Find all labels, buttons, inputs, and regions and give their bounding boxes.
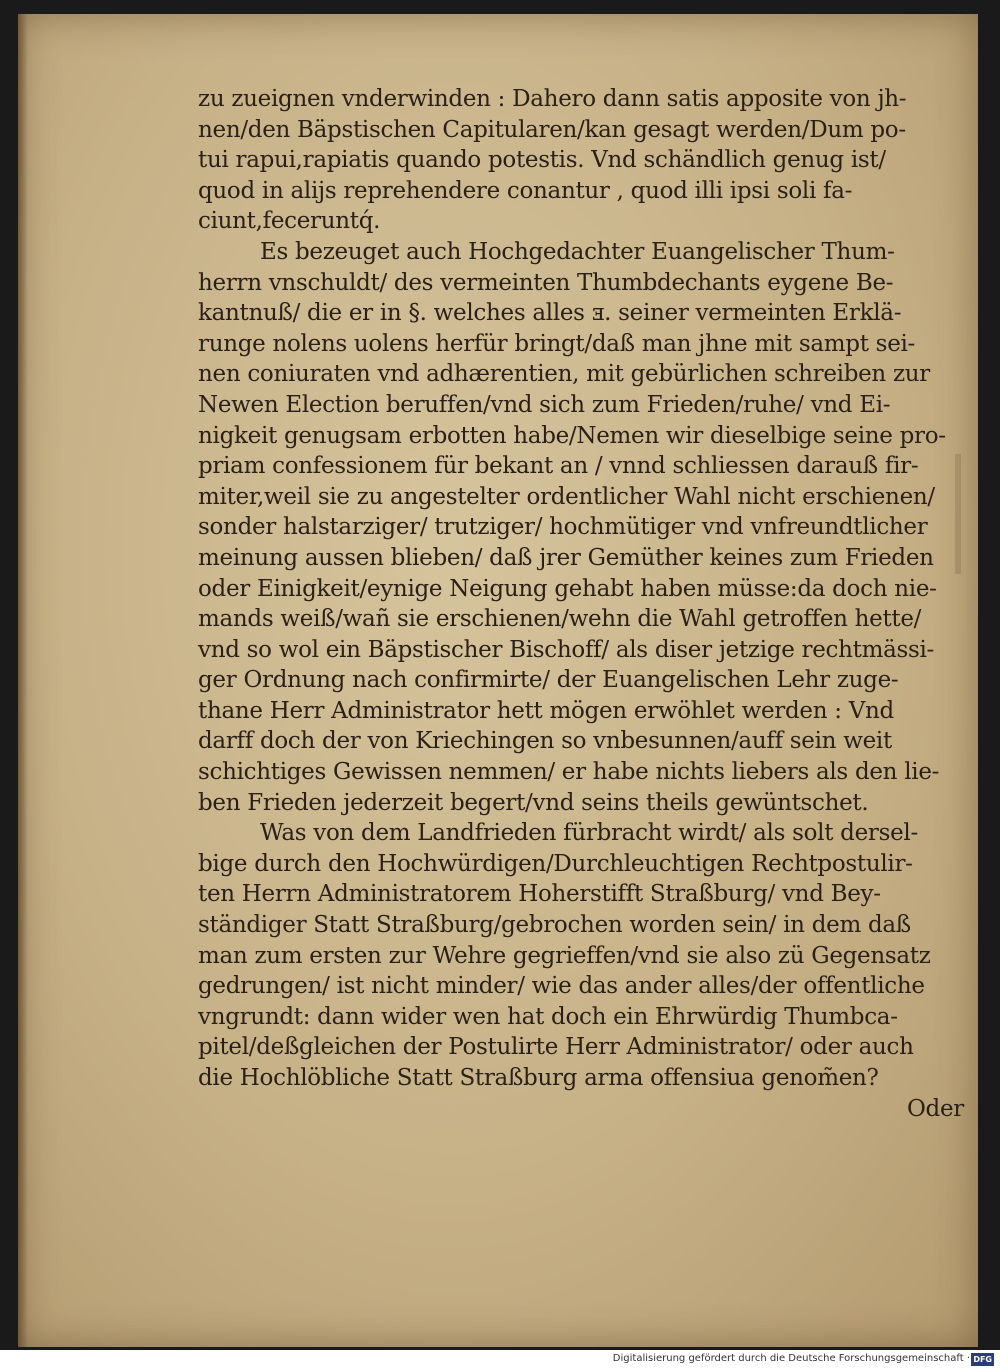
text-line: ständiger Statt Straßburg/gebrochen worden sein/ in dem daß (198, 912, 911, 939)
page-shadow-edge (18, 14, 28, 1347)
text-line: nen coniuraten vnd adhærentien, mit gebürlichen schreiben zur (198, 361, 930, 388)
text-line: tui rapui,rapiatis quando potestis. Vnd schändlich genug ist/ (198, 147, 886, 174)
text-line: quod in alijs reprehendere conantur , quod illi ipsi soli fa‑ (198, 177, 853, 204)
text-line: miter,weil sie zu angestelter ordentlicher Wahl nicht erschienen/ (198, 483, 935, 510)
text-line: nigkeit genugsam erbotten habe/Nemen wir dieselbige seine pro‑ (198, 422, 946, 449)
scanned-page (18, 14, 978, 1347)
text-line: vnd so wol ein Bäpstischer Bischoff/ als diser jetzige rechtmässi‑ (198, 636, 935, 663)
text-line: runge nolens uolens herfür bringt/daß man jhne mit sampt sei‑ (198, 330, 916, 357)
text-line: oder Einigkeit/eynige Neigung gehabt haben müsse:da doch nie‑ (198, 575, 937, 602)
text-line: man zum ersten zur Wehre gegrieffen/vnd sie also zü Gegensatz (198, 942, 931, 969)
digitization-credit: Digitalisierung gefördert durch die Deutsche Forschungsgemeinschaft · (612, 1353, 970, 1364)
text-line: sonder halstarziger/ trutziger/ hochmütiger vnd vnfreundtlicher (198, 514, 928, 541)
text-line: herrn vnschuldt/ des vermeinten Thumbdechants eygene Be‑ (198, 269, 894, 296)
text-line: zu zueignen vnderwinden : Dahero dann satis apposite von jh‑ (198, 86, 907, 112)
paragraph-start-line: Es bezeuget auch Hochgedachter Euangelischer Thum‑ (260, 238, 895, 265)
text-line: thane Herr Administrator hett mögen erwöhlet werden : Vnd (198, 697, 894, 724)
text-line: die Hochlöbliche Statt Straßburg arma offensiua genom̃en? (198, 1065, 879, 1091)
text-line: vngrundt: dann wider wen hat doch ein Ehrwürdig Thumbca‑ (198, 1003, 898, 1030)
text-line: priam confessionem für bekant an / vnnd schliessen darauß fir‑ (198, 453, 919, 480)
paragraph-start-line: Was von dem Landfrieden fürbracht wirdt/ als solt dersel‑ (260, 820, 918, 847)
dfg-logo: DFG (973, 1355, 992, 1364)
text-line: schichtiges Gewissen nemmen/ er habe nichts liebers als den lie‑ (198, 759, 940, 786)
text-line: ger Ordnung nach confirmirte/ der Euangelischen Lehr zuge‑ (198, 667, 899, 694)
text-line: pitel/deßgleichen der Postulirte Herr Administrator/ oder auch (198, 1034, 914, 1061)
text-line: Newen Election beruffen/vnd sich zum Frieden/ruhe/ vnd Ei‑ (198, 391, 891, 418)
text-line: bige durch den Hochwürdigen/Durchleuchtigen Rechtpostulir‑ (198, 850, 913, 877)
text-line: ten Herrn Administratorem Hoherstifft Straßburg/ vnd Bey‑ (198, 881, 881, 908)
text-line: gedrungen/ ist nicht minder/ wie das ander alles/der offentliche (198, 973, 925, 1000)
footer-bar (0, 1350, 1000, 1371)
text-line: mands weiß/wañ sie erschienen/wehn die Wahl getroffen hette/ (198, 606, 922, 633)
text-line: nen/den Bäpstischen Capitularen/kan gesagt werden/Dum po‑ (198, 116, 906, 143)
text-block (198, 84, 968, 1124)
text-line: kantnuß/ die er in §. welches alles ⱻ. seiner vermeinten Erklä‑ (198, 300, 902, 327)
text-line: ben Frieden jederzeit begert/vnd seins theils gewüntschet. (198, 789, 869, 816)
catchword: Oder (907, 1095, 964, 1122)
text-line: meinung aussen blieben/ daß jrer Gemüther keines zum Frieden (198, 544, 934, 571)
text-line: ciunt,feceruntq́. (198, 208, 381, 235)
text-line: darff doch der von Kriechingen so vnbesunnen/auff sein weit (198, 728, 892, 755)
